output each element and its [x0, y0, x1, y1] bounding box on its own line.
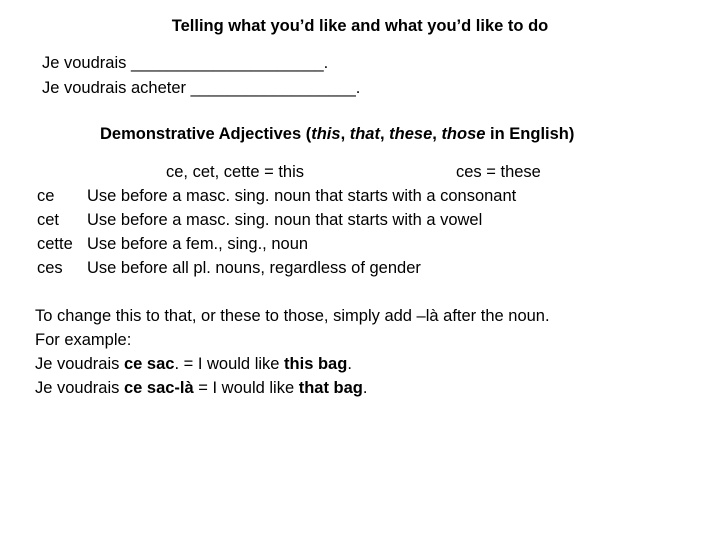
- rule-text: Use before a fem., sing., noun: [87, 235, 309, 253]
- rule-row: [37, 233, 308, 255]
- rule-term: cette: [37, 235, 73, 253]
- subtitle-these: these: [389, 125, 433, 143]
- subtitle-sep: ,: [340, 125, 350, 143]
- example-english: this bag: [284, 355, 348, 373]
- example-end: .: [347, 355, 352, 373]
- explanation-text: To change this to that, or these to those, simply add –là after the noun.: [35, 307, 550, 325]
- subtitle-sep: ,: [432, 125, 442, 143]
- rule-text: Use before all pl. nouns, regardless of gender: [87, 259, 421, 277]
- example-prefix: Je voudrais: [35, 379, 124, 397]
- forms-plural: ces = these: [456, 163, 541, 181]
- example-sentence: [35, 353, 352, 375]
- example-prefix: Je voudrais: [35, 355, 124, 373]
- forms-singular: ce, cet, cette = this: [166, 163, 305, 181]
- for-example-label: For example:: [35, 331, 132, 349]
- fill-in-line-voudrais: Je voudrais _____________________.: [42, 54, 329, 72]
- rule-term: cet: [37, 211, 60, 229]
- subtitle-this: this: [311, 125, 341, 143]
- rule-text: Use before a masc. sing. noun that starts with a consonant: [87, 187, 517, 205]
- example-sentence: [35, 377, 367, 399]
- fill-in-line-voudrais-acheter: Je voudrais acheter __________________.: [42, 79, 361, 97]
- rule-term: ces: [37, 259, 63, 277]
- subtitle-that: that: [349, 125, 380, 143]
- rule-text: Use before a masc. sing. noun that starts with a vowel: [87, 211, 483, 229]
- example-middle: = I would like: [193, 379, 299, 397]
- rule-row: [37, 257, 421, 279]
- example-english: that bag: [298, 379, 363, 397]
- section-subtitle: [100, 125, 574, 144]
- subtitle-suffix: in English): [485, 125, 575, 143]
- example-french: ce sac: [123, 355, 175, 373]
- rule-term: ce: [37, 187, 55, 205]
- example-middle: . = I would like: [174, 355, 285, 373]
- rule-row: [37, 185, 516, 207]
- subtitle-prefix: Demonstrative Adjectives (: [100, 125, 312, 143]
- subtitle-those: those: [441, 125, 486, 143]
- example-end: .: [362, 379, 368, 397]
- page-title: Telling what you’d like and what you’d like to do: [171, 17, 549, 35]
- example-french: ce sac-là: [123, 379, 194, 397]
- subtitle-sep: ,: [379, 125, 390, 143]
- rule-row: [37, 209, 482, 231]
